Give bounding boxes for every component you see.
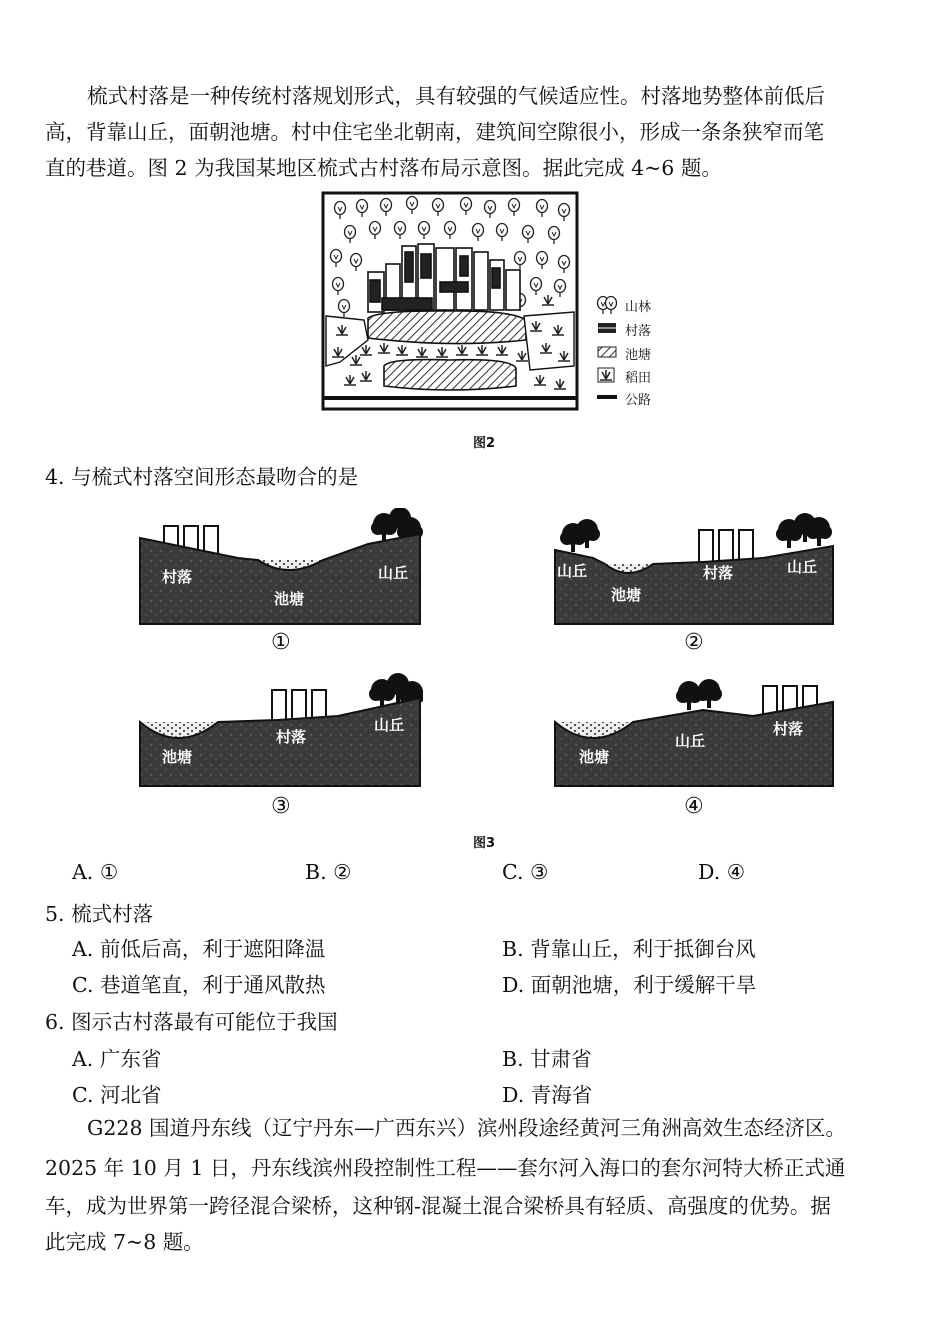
- profile-1-label-pond: 池塘: [274, 590, 305, 608]
- profile-2-label-hill-right: 山丘: [787, 558, 818, 576]
- intro-2-line-2: 2025 年 10 月 1 日，丹东线滨州段控制性工程——套尔河入海口的套尔河特大桥正式通: [45, 1156, 846, 1180]
- legend-label-pond: 池塘: [625, 348, 652, 363]
- q5-option-a[interactable]: A. 前低后高，利于遮阳降温: [72, 937, 326, 961]
- pond-icon: [596, 344, 618, 360]
- q5-option-b[interactable]: B. 背靠山丘，利于抵御台风: [502, 937, 756, 961]
- forest-icon: [596, 296, 618, 314]
- profile-3-label-village: 村落: [276, 728, 307, 746]
- profile-1-number: ①: [271, 630, 291, 655]
- intro-2-line-1: G228 国道丹东线（辽宁丹东—广西东兴）滨州段途经黄河三角洲高效生态经济区。: [87, 1116, 847, 1140]
- question-6-stem: 6. 图示古村落最有可能位于我国: [45, 1010, 338, 1034]
- q6-option-b[interactable]: B. 甘肃省: [502, 1047, 592, 1071]
- q6-option-d[interactable]: D. 青海省: [502, 1083, 593, 1107]
- profile-2-label-village: 村落: [703, 564, 734, 582]
- profile-1-label-hill: 山丘: [378, 564, 409, 582]
- profile-3-label-hill: 山丘: [374, 716, 405, 734]
- figure-3-caption: 图3: [473, 836, 496, 851]
- legend-label-paddy: 稻田: [625, 371, 652, 386]
- legend-label-village: 村落: [625, 324, 652, 339]
- intro-1-line-1: 梳式村落是一种传统村落规划形式，具有较强的气候适应性。村落地势整体前低后: [87, 84, 825, 108]
- q5-option-d[interactable]: D. 面朝池塘，利于缓解干旱: [502, 973, 757, 997]
- profile-2-label-pond: 池塘: [611, 586, 642, 604]
- intro-1-line-3: 直的巷道。图 2 为我国某地区梳式古村落布局示意图。据此完成 4~6 题。: [45, 156, 722, 180]
- legend-label-forest: 山林: [625, 300, 652, 315]
- q4-option-a[interactable]: A. ①: [72, 860, 119, 884]
- profile-3-number: ③: [271, 794, 291, 819]
- q6-option-a[interactable]: A. 广东省: [72, 1047, 162, 1071]
- profile-4-label-hill: 山丘: [675, 732, 706, 750]
- q5-option-c[interactable]: C. 巷道笔直，利于通风散热: [72, 973, 326, 997]
- q4-option-d[interactable]: D. ④: [698, 860, 746, 884]
- figure-2-caption: 图2: [473, 436, 496, 451]
- q4-option-c[interactable]: C. ③: [502, 860, 549, 884]
- question-4-stem: 4. 与梳式村落空间形态最吻合的是: [45, 465, 359, 489]
- profile-2-number: ②: [684, 630, 704, 655]
- profile-4-label-village: 村落: [773, 720, 804, 738]
- profile-3: [138, 672, 423, 790]
- profile-4: [553, 672, 835, 790]
- intro-2-line-3: 车，成为世界第一跨径混合梁桥，这种钢-混凝土混合梁桥具有轻质、高强度的优势。据: [45, 1194, 831, 1218]
- intro-1-line-2: 高，背靠山丘，面朝池塘。村中住宅坐北朝南，建筑间空隙很小，形成一条条狭窄而笔: [45, 120, 824, 144]
- legend-label-road: 公路: [625, 393, 652, 408]
- profile-2: [553, 512, 835, 628]
- profile-2-label-hill-left: 山丘: [557, 562, 588, 580]
- road-icon: [596, 392, 618, 402]
- paddy-icon: [596, 366, 618, 384]
- pond-upper: [368, 311, 526, 344]
- question-5-stem: 5. 梳式村落: [45, 902, 154, 926]
- profile-1-label-village: 村落: [162, 568, 193, 586]
- q4-option-b[interactable]: B. ②: [305, 860, 352, 884]
- profile-1: [138, 508, 423, 628]
- village-icon: [596, 320, 618, 336]
- profile-4-label-pond: 池塘: [579, 748, 610, 766]
- intro-2-line-4: 此完成 7~8 题。: [45, 1230, 204, 1254]
- pond-lower: [384, 360, 516, 390]
- q6-option-c[interactable]: C. 河北省: [72, 1083, 162, 1107]
- profile-4-number: ④: [684, 794, 704, 819]
- profile-3-label-pond: 池塘: [162, 748, 193, 766]
- figure-2-village-map: [320, 190, 580, 412]
